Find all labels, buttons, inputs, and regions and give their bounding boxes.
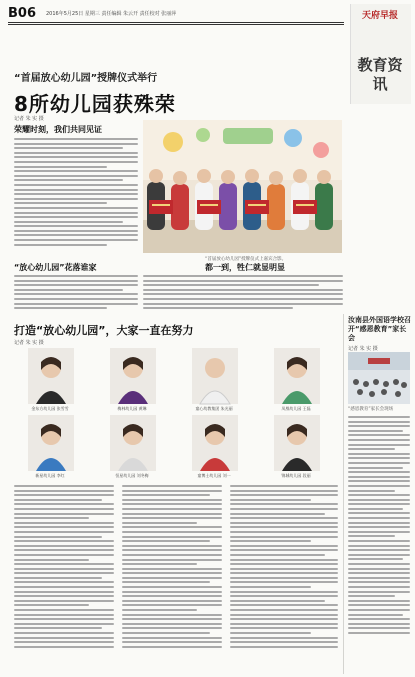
- page-meta: 2016年5月25日 星期三 责任编辑 朱云开 责任校对 张丽萍: [46, 11, 177, 17]
- lead-body-text: [14, 138, 138, 258]
- feature-text-col-3: [230, 485, 338, 670]
- mid-subhead-left: “放心幼儿园”花落谁家: [14, 263, 97, 272]
- lead-subhead: 荣耀时刻，我们共同见证: [14, 125, 102, 134]
- person-name-6: 恒星幼儿园 刘冬梅: [115, 473, 149, 478]
- portrait-5: [28, 415, 74, 471]
- lead-photo-illustration: [143, 120, 342, 253]
- person-name-4: 凤凰幼儿园 王磊: [281, 406, 311, 411]
- feature-text-col-2: [122, 485, 222, 670]
- person-name-1: 金东方幼儿园 张雪雪: [31, 406, 69, 411]
- person-name-5: 新星幼儿园 李红: [35, 473, 65, 478]
- sidebar-body-text: [348, 416, 410, 671]
- feature-text-col-1: [14, 485, 114, 670]
- portrait-7: [192, 415, 238, 471]
- page-number: B06: [8, 6, 36, 21]
- person-name-7: 童博士幼儿园 刘一: [197, 473, 231, 478]
- portrait-1: [28, 348, 74, 404]
- mid-left-text: [14, 275, 138, 317]
- header-rule: [8, 22, 344, 23]
- portraits-row-1: [14, 348, 340, 408]
- person-name-8: 锦城幼儿园 段丽: [281, 473, 311, 478]
- lead-byline: 记者 朱 实 摄: [14, 116, 44, 122]
- mid-subhead-right: 都一到，牲仁就显明显: [205, 263, 285, 272]
- portrait-8: [274, 415, 320, 471]
- lead-kicker: “首届放心幼儿园”授牌仪式举行: [14, 73, 158, 84]
- feature-byline: 记者 朱 实 摄: [14, 340, 44, 346]
- person-name-3: 童心幼教集团 朱光丽: [195, 406, 233, 411]
- mid-body-text: [143, 275, 343, 317]
- lead-photo-caption: “首届放心幼儿园”授牌仪式上嘉宾合影。: [205, 257, 287, 262]
- portraits-row-2: [14, 415, 340, 475]
- feature-headline: 打造“放心幼儿园”，大家一直在努力: [14, 324, 194, 337]
- lead-headline: 8所幼儿园获殊荣: [14, 92, 176, 116]
- brand-logo: 天府早报: [361, 11, 398, 21]
- portrait-3: [192, 348, 238, 404]
- section-name: 教育资讯: [357, 56, 403, 93]
- header-rule-2: [8, 24, 344, 25]
- sidebar-byline: 记者 朱 实 摄: [348, 346, 378, 352]
- lead-photo: [143, 120, 342, 253]
- sidebar-photo-caption: “感恩教育”家长会现场: [348, 407, 394, 412]
- portrait-4: [274, 348, 320, 404]
- sidebar-photo: [348, 352, 410, 404]
- portrait-6: [110, 415, 156, 471]
- person-name-2: 梅林幼儿园 黄琳: [117, 406, 147, 411]
- sidebar-kicker: 汝南县外国语学校召开“感恩教育”家长会: [348, 316, 411, 342]
- portrait-2: [110, 348, 156, 404]
